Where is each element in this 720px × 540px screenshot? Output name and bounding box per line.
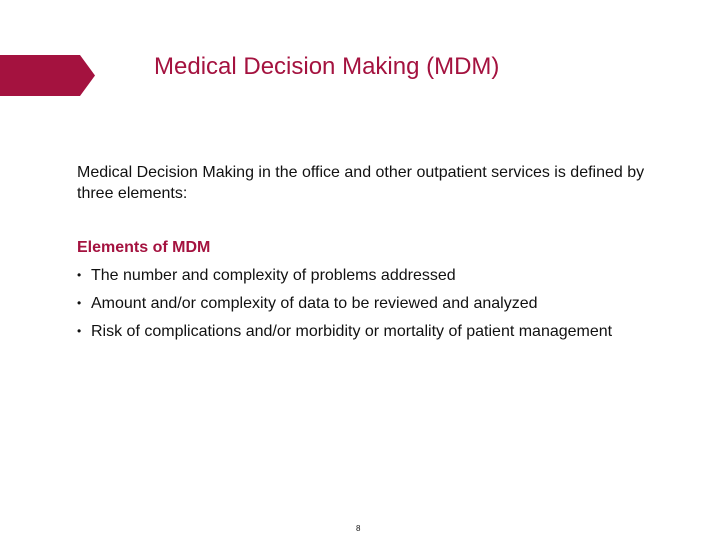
bullet-item (77, 265, 657, 286)
bullet-list (77, 265, 657, 349)
bullet-text: The number and complexity of problems addressed (91, 267, 456, 284)
page-title: Medical Decision Making (MDM) (154, 53, 500, 80)
bullet-text: Amount and/or complexity of data to be reviewed and analyzed (91, 295, 538, 312)
page-number: 8 (356, 524, 361, 533)
bullet-item (77, 321, 657, 342)
accent-tab (0, 55, 95, 96)
bullet-icon: • (77, 324, 82, 338)
bullet-icon: • (77, 296, 82, 310)
bullet-item (77, 293, 657, 314)
section-heading: Elements of MDM (77, 239, 211, 256)
bullet-icon: • (77, 268, 82, 282)
bullet-text: Risk of complications and/or morbidity or mortality of patient management (91, 323, 613, 340)
intro-paragraph: Medical Decision Making in the office and other outpatient services is defined by three elements: (77, 164, 645, 202)
accent-tab-shape (0, 55, 95, 96)
